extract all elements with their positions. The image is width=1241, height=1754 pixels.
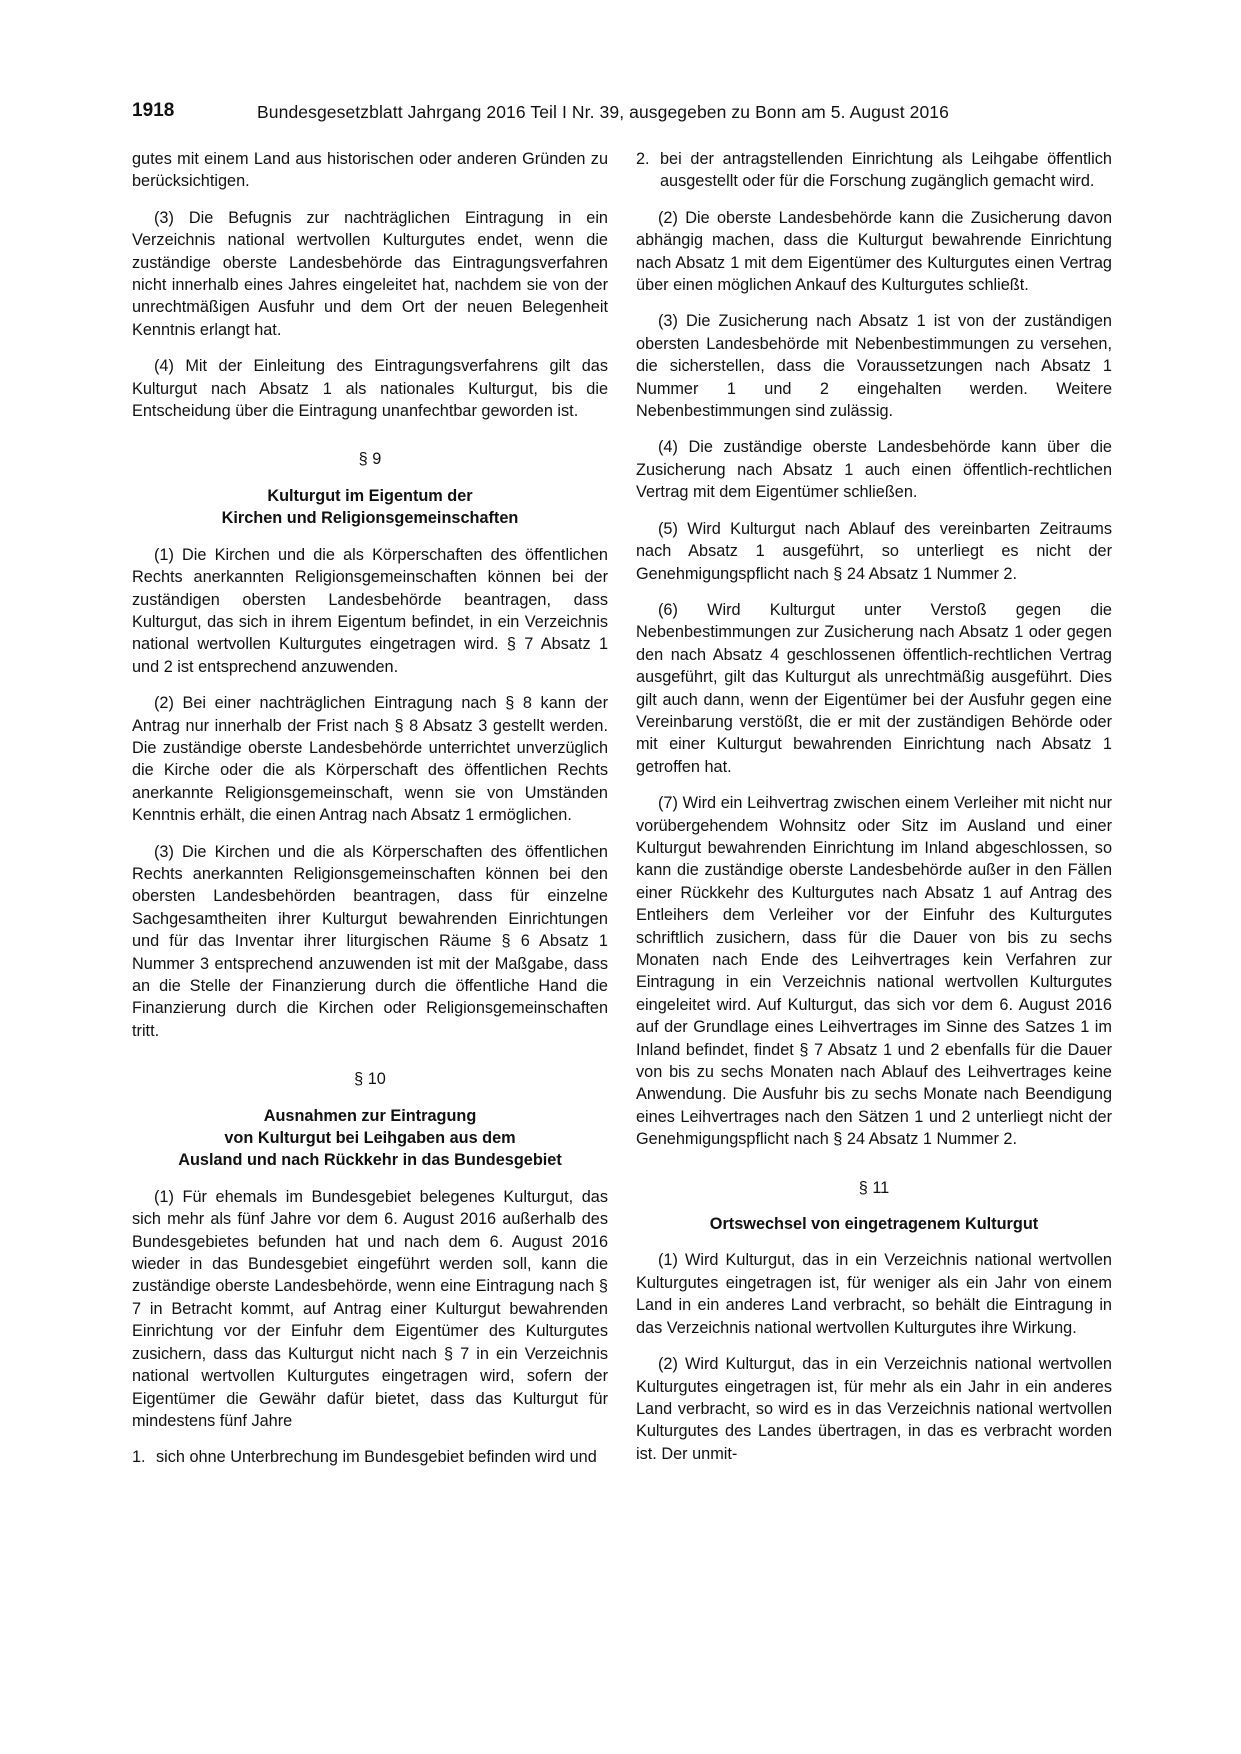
section-title-line: Kulturgut im Eigentum der [267,486,473,505]
paragraph: (3) Die Kirchen und die als Körperschaften des öffentlichen Rechts anerkannten Religionsgemeinschaften können bei den obersten Landesbehörden beantragen, dass für einzelne Sachgesamtheiten ihrer Kulturgut bewahrenden Einrichtungen und für das Inventar ihrer liturgischen Räume § 6 Absatz 1 Nummer 3 entsprechend anzuwenden ist mit der Maßgabe, dass an die Stelle der Finanzierung durch die öffentliche Hand die Finanzierung durch die Kirchen oder Religionsgemeinschaften tritt. [132,842,608,1040]
list-item-number: 1. [132,1448,146,1467]
page-number: 1918 [132,100,175,121]
section-title [132,1105,608,1172]
section-title-line: Kirchen und Religionsgemeinschaften [221,509,519,528]
paragraph: (1) Wird Kulturgut, das in ein Verzeichnis national wertvollen Kulturgutes eingetragen ist, für weniger als ein Jahr von einem Land in ein anderes Land verbracht, so behält die Eintragung in das Verzeichnis national wertvollen Kulturgutes ihre Wirkung. [636,1251,1112,1337]
section-title [132,485,608,530]
paragraph: (3) Die Befugnis zur nachträglichen Eintragung in ein Verzeichnis national wertvollen Kulturgutes endet, wenn die zuständige oberste Landesbehörde das Eintragungsverfahren nicht innerhalb eines Jahres eingeleitet hat, nachdem sie von der unrechtmäßigen Ausfuhr und dem Ort der neuen Belegenheit Kenntnis erlangt hat. [132,208,608,339]
page-header [132,100,1112,130]
section-title-line: Ausland und nach Rückkehr in das Bundesgebiet [178,1151,562,1170]
section-title-line: von Kulturgut bei Leihgaben aus dem [224,1129,516,1148]
paragraph: gutes mit einem Land aus historischen oder anderen Gründen zu berücksichtigen. [132,150,608,191]
paragraph: (1) Die Kirchen und die als Körperschaften des öffentlichen Rechts anerkannten Religionsgemeinschaften können bei der zuständigen obersten Landesbehörde beantragen, dass Kulturgut, das sich in ihrem Eigentum befindet, in ein Verzeichnis national wertvollen Kulturgutes eingetragen wird. § 7 Absatz 1 und 2 ist entsprechend anzuwenden. [132,545,608,676]
paragraph: (3) Die Zusicherung nach Absatz 1 ist von der zuständigen obersten Landesbehörde mit Nebenbestimmungen zu versehen, die sicherstellen, dass die Voraussetzungen nach Absatz 1 Nummer 1 und 2 eingehalten werden. Weitere Nebenbestimmungen sind zulässig. [636,312,1112,421]
left-column [132,148,608,1483]
list-item-text: bei der antragstellenden Einrichtung als Leihgabe öffentlich ausgestellt oder für die Forschung zugänglich gemacht wird. [660,150,1112,191]
paragraph: (2) Die oberste Landesbehörde kann die Zusicherung davon abhängig machen, dass die Kulturgut bewahrende Einrichtung nach Absatz 1 mit dem Eigentümer des Kulturgutes einen Vertrag über einen möglichen Ankauf des Kulturgutes schließt. [636,208,1112,295]
paragraph: (4) Mit der Einleitung des Eintragungsverfahrens gilt das Kulturgut nach Absatz 1 als nationales Kulturgut, bis die Entscheidung über die Eintragung unanfechtbar geworden ist. [132,357,608,421]
right-column [636,148,1112,1479]
section-title-line: Ausnahmen zur Eintragung [263,1106,477,1125]
paragraph: (2) Wird Kulturgut, das in ein Verzeichnis national wertvollen Kulturgutes eingetragen ist, für mehr als ein Jahr in ein anderes Land verbracht, so wird es in das Verzeichnis national wertvollen Kulturgutes des Landes übertragen, in das es verbracht worden ist. Der unmit- [636,1355,1112,1463]
paragraph: (1) Für ehemals im Bundesgebiet belegenes Kulturgut, das sich mehr als fünf Jahre vor dem 6. August 2016 außerhalb des Bundesgebietes befunden hat und nach dem 6. August 2016 wieder in das Bundesgebiet eingeführt werden soll, kann die zuständige oberste Landesbehörde, wenn eine Eintragung nach § 7 in Betracht kommt, auf Antrag einer Kulturgut bewahrenden Einrichtung vor der Einfuhr dem Eigentümer des Kulturgutes zusichern, dass das Kulturgut nicht nach § 7 in ein Verzeichnis national wertvollen Kulturgutes eingetragen wird, sofern der Eigentümer die Gewähr dafür bietet, dass das Kulturgut für mindestens fünf Jahre [132,1187,608,1430]
running-head: Bundesgesetzblatt Jahrgang 2016 Teil I Nr. 39, ausgegeben zu Bonn am 5. August 2016 [257,102,949,122]
section-title: Ortswechsel von eingetragenem Kulturgut [709,1215,1039,1234]
list-item [636,148,1112,193]
list-item [132,1446,608,1468]
section-number: § 10 [354,1070,386,1089]
paragraph: (6) Wird Kulturgut unter Verstoß gegen die Nebenbestimmungen zur Zusicherung nach Absatz 1 oder gegen den nach Absatz 4 geschlossenen öffentlich-rechtlichen Vertrag ausgeführt, gilt das Kulturgut als unrechtmäßig ausgeführt. Dies gilt auch dann, wenn der Eigentümer bei der Ausfuhr gegen eine Vereinbarung verstößt, die er mit der zuständigen Behörde oder mit einer Kulturgut bewahrenden Einrichtung nach Absatz 1 getroffen hat. [636,600,1112,776]
paragraph: (4) Die zuständige oberste Landesbehörde kann über die Zusicherung nach Absatz 1 auch einen öffentlich-rechtlichen Vertrag mit dem Eigentümer schließen. [636,438,1112,502]
paragraph: (7) Wird ein Leihvertrag zwischen einem Verleiher mit nicht nur vorübergehendem Wohnsitz oder Sitz im Ausland und einer Kulturgut bewahrenden Einrichtung im Inland abgeschlossen, so kann die zuständige oberste Landesbehörde außer in den Fällen einer Rückkehr des Kulturgutes nach Absatz 1 auf Antrag des Entleihers dem Verleiher vor der Einfuhr des Kulturgutes schriftlich zusichern, dass für die Dauer von bis zu sechs Monaten nach Ende des Leihvertrages kein Verfahren zur Eintragung in ein Verzeichnis national wertvollen Kulturgutes eingeleitet wird. Auf Kulturgut, das sich vor dem 6. August 2016 auf der Grundlage eines Leihvertrages im Sinne des Satzes 1 im Inland befindet, findet § 7 Absatz 1 und 2 ebenfalls für die Dauer von bis zu sechs Monaten nach Ablauf des Leihvertrages keine Anwendung. Die Ausfuhr bis zu sechs Monate nach Beendigung eines Leihvertrages nach den Sätzen 1 und 2 unterliegt nicht der Genehmigungspflicht nach § 24 Absatz 1 Nummer 2. [636,794,1112,1149]
section-number: § 9 [358,450,382,469]
list-item-number: 2. [636,150,650,168]
section-number: § 11 [858,1178,890,1197]
paragraph: (5) Wird Kulturgut nach Ablauf des vereinbarten Zeitraums nach Absatz 1 ausgeführt, so unterliegt es nicht der Genehmigungspflicht nach § 24 Absatz 1 Nummer 2. [636,519,1112,583]
list-item-text: sich ohne Unterbrechung im Bundesgebiet befinden wird und [156,1448,597,1467]
paragraph: (2) Bei einer nachträglichen Eintragung nach § 8 kann der Antrag nur innerhalb der Frist nach § 8 Absatz 3 gestellt werden. Die zuständige oberste Landesbehörde unterrichtet unverzüglich die Kirche oder die als Körperschaft des öffentlichen Rechts anerkannte Religionsgemeinschaft, wenn sie von Umständen Kenntnis erhält, die einen Antrag nach Absatz 1 ermöglichen. [132,694,608,825]
